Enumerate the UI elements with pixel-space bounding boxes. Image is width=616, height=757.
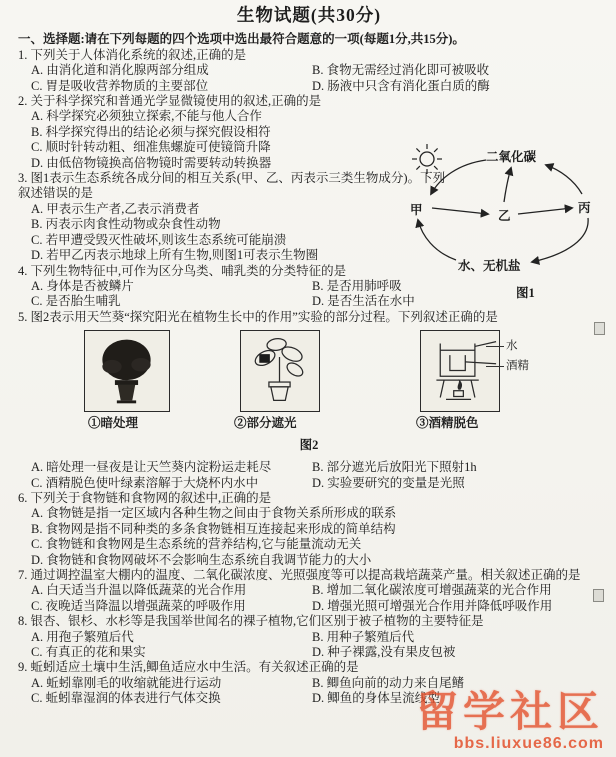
question-7	[18, 568, 600, 614]
figure-2	[18, 328, 600, 460]
question-9	[18, 660, 600, 706]
scan-artifact	[593, 589, 604, 602]
q5-option-c: C. 酒精脱色使叶绿素溶解于大烧杯内水中	[31, 475, 259, 490]
q4-option-c: C. 是否胎生哺乳	[31, 294, 121, 309]
section-header: 一、选择题:请在下列每题的四个选项中选出最符合题意的一项(每题1分,共15分)。	[18, 32, 465, 47]
q2-option-d: D. 由低倍物镜换高倍物镜时需要转动转换器	[31, 155, 272, 170]
question-8-options	[18, 630, 600, 661]
figure2-caption: 图2	[299, 438, 319, 453]
question-9-stem: 9. 蚯蚓适应土壤中生活,鲫鱼适应水中生活。有关叙述正确的是	[18, 660, 359, 675]
question-2-stem: 2. 关于科学探究和普通光学显微镜使用的叙述,正确的是	[18, 94, 322, 109]
figure2-step3-label: ③酒精脱色	[416, 416, 479, 431]
q4-option-b: B. 是否用肺呼吸	[312, 278, 402, 293]
q5-option-b: B. 部分遮光后放阳光下照射1h	[312, 460, 477, 475]
q7-option-b: B. 增加二氧化碳浓度可增强蔬菜的光合作用	[312, 583, 552, 598]
question-1-stem: 1. 下列关于人体消化系统的叙述,正确的是	[18, 47, 247, 62]
q5-option-d: D. 实验要研究的变量是光照	[312, 475, 465, 490]
water-label: 水	[506, 340, 518, 353]
question-1	[18, 48, 600, 94]
q7-option-a: A. 白天适当升温以降低蔬菜的光合作用	[31, 583, 247, 598]
figure1-bottom-label: 水、无机盐	[458, 259, 521, 273]
partial-shading-image	[240, 330, 320, 412]
q9-option-a: A. 蚯蚓靠刚毛的收缩就能进行运动	[31, 675, 222, 690]
q6-option-b: B. 食物网是指不同种类的多条食物链相互连接起来形成的简单结构	[31, 521, 396, 536]
page-title: 生物试题(共30分)	[236, 5, 382, 25]
figure1-co2-label: 二氧化碳	[486, 150, 537, 164]
q8-option-a: A. 用孢子繁殖后代	[31, 629, 134, 644]
alcohol-decolor-image	[420, 330, 500, 412]
q4-option-a: A. 身体是否被鳞片	[31, 278, 134, 293]
q2-option-b: B. 科学探究得出的结论必须与探究假设相符	[31, 124, 271, 139]
q9-option-b: B. 鲫鱼向前的动力来自尾鳍	[312, 675, 465, 690]
figure-1	[400, 140, 608, 305]
water-bath-beaker-icon	[421, 331, 498, 410]
figure1-node-b-label: 乙	[498, 209, 511, 223]
exam-content	[18, 6, 600, 707]
q3-option-a: A. 甲表示生产者,乙表示消费者	[31, 201, 200, 216]
q6-option-d: D. 食物链和食物网破坏不会影响生态系统自我调节能力的大小	[31, 552, 372, 567]
question-1-options	[18, 63, 600, 94]
q3-option-d: D. 若甲乙丙表示地球上所有生物,则图1可表示生物圈	[31, 248, 319, 263]
flame-icon	[458, 379, 462, 390]
q6-option-a: A. 食物链是指一定区域内各种生物之间由于食物关系所形成的联系	[31, 506, 397, 521]
scan-artifact	[594, 322, 605, 335]
q1-option-b: B. 食物无需经过消化即可被吸收	[312, 63, 490, 78]
q4-option-d: D. 是否生活在水中	[312, 294, 415, 309]
dark-plant-icon	[85, 331, 168, 410]
question-8-stem: 8. 银杏、银杉、水杉等是我国举世闻名的裸子植物,它们区别于被子植物的主要特征是	[18, 614, 484, 629]
q9-option-c: C. 蚯蚓靠湿润的体表进行气体交换	[31, 691, 221, 706]
shaded-plant-icon	[241, 331, 318, 410]
question-3-stem: 3. 图1表示生态系统各成分间的相互关系(甲、乙、丙表示三类生物成分)。下列叙述错误的是	[18, 171, 446, 201]
q8-option-d: D. 种子裸露,没有果皮包被	[312, 645, 456, 659]
watermark-brand: 留学社区	[415, 688, 604, 735]
q2-option-a: A. 科学探究必须独立探索,不能与他人合作	[31, 109, 262, 124]
q5-option-a: A. 暗处理一昼夜是让天竺葵内淀粉运走耗尽	[31, 460, 272, 475]
q1-option-d: D. 肠液中只含有消化蛋白质的酶	[312, 78, 490, 93]
alcohol-label: 酒精	[506, 360, 529, 373]
q3-option-c: C. 若甲遭受毁灭性破坏,则该生态系统可能崩溃	[31, 232, 287, 247]
figure2-step2-label: ②部分遮光	[234, 416, 297, 431]
q2-option-c: C. 顺时针转动粗、细准焦螺旋可使镜筒升降	[31, 140, 271, 155]
question-6-stem: 6. 下列关于食物链和食物网的叙述中,正确的是	[18, 490, 272, 505]
q9-option-d: D. 鲫鱼的身体呈流线型	[312, 691, 440, 706]
figure1-node-a-label: 甲	[410, 203, 423, 217]
q8-option-b: B. 用种子繁殖后代	[312, 629, 415, 644]
question-5-stem: 5. 图2表示用天竺葵“探究阳光在植物生长中的作用”实验的部分过程。下列叙述正确的是	[18, 309, 498, 324]
figure2-step1-label: ①暗处理	[88, 416, 139, 431]
figure1-caption: 图1	[516, 286, 535, 300]
question-6	[18, 491, 600, 568]
watermark-site: bbs.liuxue86.com	[453, 735, 604, 752]
question-4-stem: 4. 下列生物特征中,可作为区分鸟类、哺乳类的分类特征的是	[18, 263, 347, 278]
q8-option-c: C. 有真正的花和果实	[31, 645, 146, 659]
question-5-options	[18, 460, 600, 491]
question-7-stem: 7. 通过调控温室大棚内的温度、二氧化碳浓度、光照强度等可以提高栽培蔬菜产量。相关叙述正确的是	[18, 567, 581, 582]
alcohol-leader-line	[486, 366, 504, 367]
question-8	[18, 614, 600, 660]
question-9-options	[18, 676, 600, 707]
figure1-node-c-label: 丙	[578, 201, 591, 215]
q1-option-a: A. 由消化道和消化腺两部分组成	[31, 63, 209, 78]
q7-option-d: D. 增强光照可增强光合作用并降低呼吸作用	[312, 598, 553, 613]
water-leader-line	[486, 346, 504, 347]
q3-option-b: B. 丙表示肉食性动物或杂食性动物	[31, 217, 221, 232]
dark-treatment-image	[84, 330, 170, 412]
q6-option-c: C. 食物链和食物网是生态系统的营养结构,它与能量流动无关	[31, 537, 362, 552]
question-6-options	[18, 506, 600, 568]
question-7-options	[18, 583, 600, 614]
question-5	[18, 310, 600, 491]
q1-option-c: C. 胃是吸收营养物质的主要部位	[31, 78, 209, 93]
foil-cover-shape	[259, 354, 270, 363]
q7-option-c: C. 夜晚适当降温以增强蔬菜的呼吸作用	[31, 598, 246, 613]
